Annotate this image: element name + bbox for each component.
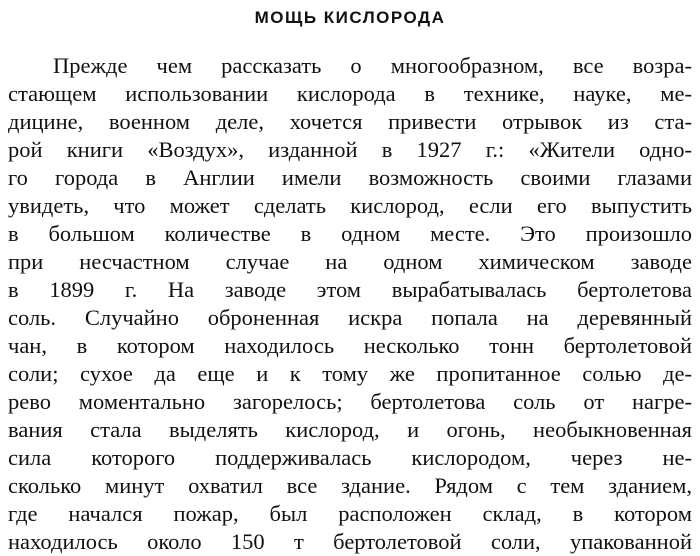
text-line: сколько минут охватил все здание. Рядом с тем зданием, [8,473,692,498]
section-heading: МОЩЬ КИСЛОРОДА [254,8,446,27]
text-line: рой книги «Воздух», изданной в 1927 г.: «Жители одно- [8,137,692,162]
text-line: Прежде чем рассказать о многообразном, все возра- [53,53,692,78]
text-line: вания стала выделять кислород, и огонь, необыкновенная [8,417,692,442]
text-line: стающем использовании кислорода в технике, науке, ме- [8,81,692,106]
text-line: в большом количестве в одном месте. Это произошло [8,221,692,246]
text-line: соль. Случайно оброненная искра попала на деревянный [8,305,692,330]
text-line: при несчастном случае на одном химическом заводе [8,249,692,274]
text-line: чан, в котором находилось несколько тонн бертолетовой [8,333,692,358]
body-paragraph [8,52,692,556]
text-line: увидеть, что может сделать кислород, если его выпустить [8,193,692,218]
text-line: соли; сухое да еще и к тому же пропитанное солью де- [8,361,692,386]
text-line: го города в Англии имели возможность своими глазами [8,165,692,190]
text-line: сила которого поддерживалась кислородом, через не- [8,445,692,470]
text-line: где начался пожар, был расположен склад, в котором [8,501,692,526]
text-line: дицине, военном деле, хочется привести отрывок из ста- [8,109,692,134]
text-line: рево моментально загорелось; бертолетова соль от нагре- [8,389,692,414]
text-line: в 1899 г. На заводе этом вырабатывалась бертолетова [8,277,692,302]
text-line: находилось около 150 т бертолетовой соли, упакованной [8,529,692,554]
